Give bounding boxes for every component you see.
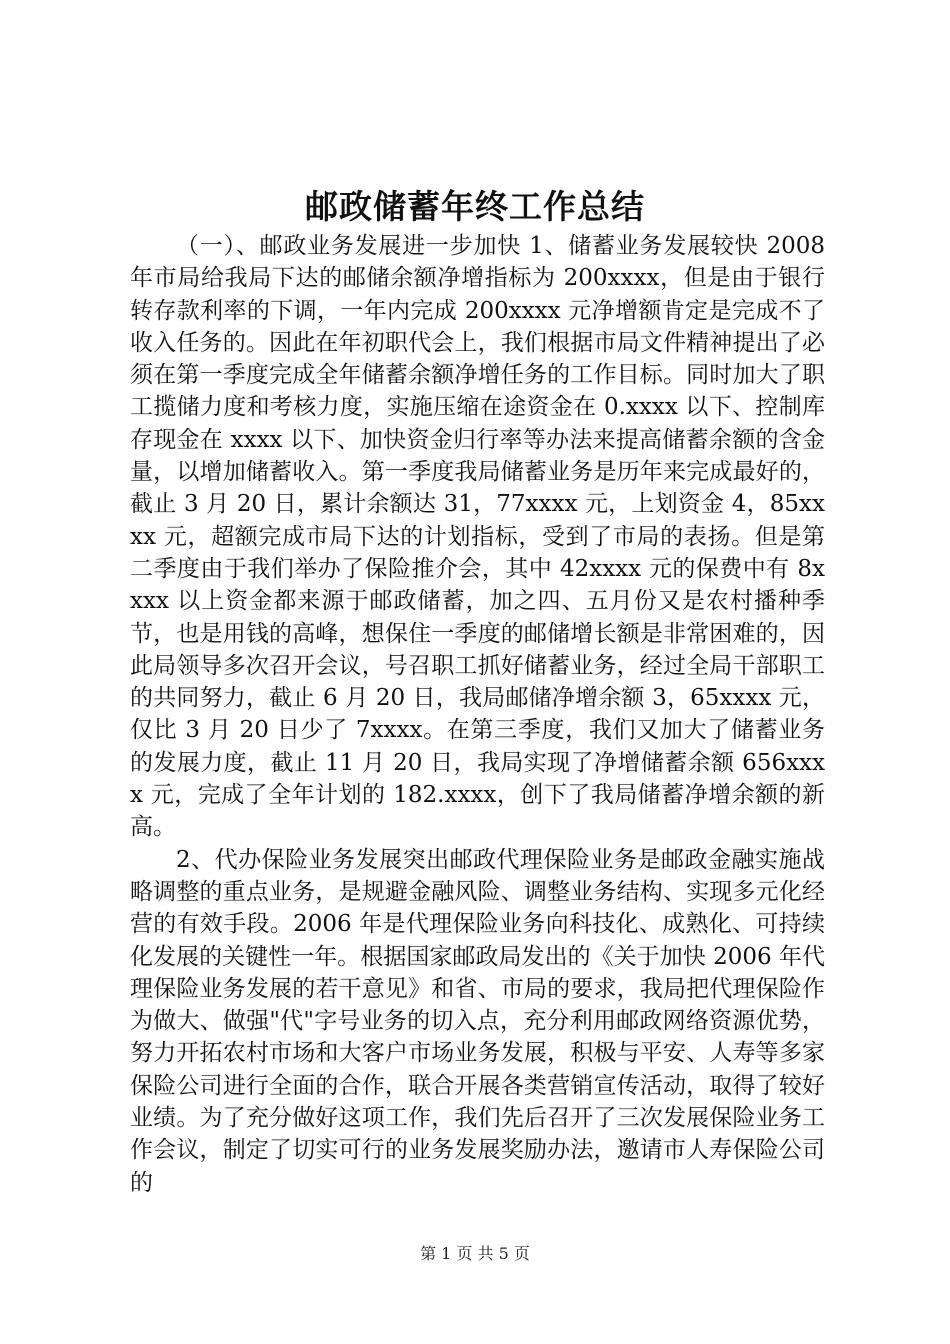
document-body (130, 230, 825, 1199)
paragraph-savings: （一）、邮政业务发展进一步加快 1、储蓄业务发展较快 2008 年市局给我局下达的邮储余额净增指标为 200xxxx，但是由于银行转存款利率的下调，一年内完成 200xxxx 元净增额肯定是完成不了收入任务的。因此在年初职代会上，我们根据市局文件精神提出了必须在第一季度完成全年储蓄余额净增任务的工作目标。同时加大了职工揽储力度和考核力度，实施压缩在途资金在 0.xxxx 以下、控制库存现金在 xxxx 以下、加快资金归行率等办法来提高储蓄余额的含金量，以增加储蓄收入。第一季度我局储蓄业务是历年来完成最好的，截止 3 月 20 日，累计余额达 31，77xxxx 元，上划资金 4，85xxxx 元，超额完成市局下达的计划指标，受到了市局的表扬。但是第二季度由于我们举办了保险推介会，其中 42xxxx 元的保费中有 8xxxx 以上资金都来源于邮政储蓄，加之四、五月份又是农村播种季节，也是用钱的高峰，想保住一季度的邮储增长额是非常困难的，因此局领导多次召开会议，号召职工抓好储蓄业务，经过全局干部职工的共同努力，截止 6 月 20 日，我局邮储净增余额 3，65xxxx 元，仅比 3 月 20 日少了 7xxxx。在第三季度，我们又加大了储蓄业务的发展力度，截止 11 月 20 日，我局实现了净增储蓄余额 656xxxx 元，完成了全年计划的 182.xxxx，创下了我局储蓄净增余额的新高。 (130, 233, 825, 841)
page-number-footer: 第 1 页 共 5 页 (420, 1244, 530, 1263)
paragraph-insurance: 2、代办保险业务发展突出邮政代理保险业务是邮政金融实施战略调整的重点业务，是规避金融风险、调整业务结构、实现多元化经营的有效手段。2006 年是代理保险业务向科技化、成熟化、可持续化发展的关键性一年。根据国家邮政局发出的《关于加快 2006 年代理保险业务发展的若干意见》和省、市局的要求，我局把代理保险作为做大、做强"代"字号业务的切入点，充分利用邮政网络资源优势，努力开拓农村市场和大客户市场业务发展，积极与平安、人寿等多家保险公司进行全面的合作，联合开展各类营销宣传活动，取得了较好业绩。为了充分做好这项工作，我们先后召开了三次发展保险业务工作会议，制定了切实可行的业务发展奖励办法，邀请市人寿保险公司的 (130, 846, 825, 1196)
document-title: 邮政储蓄年终工作总结 (305, 187, 645, 226)
